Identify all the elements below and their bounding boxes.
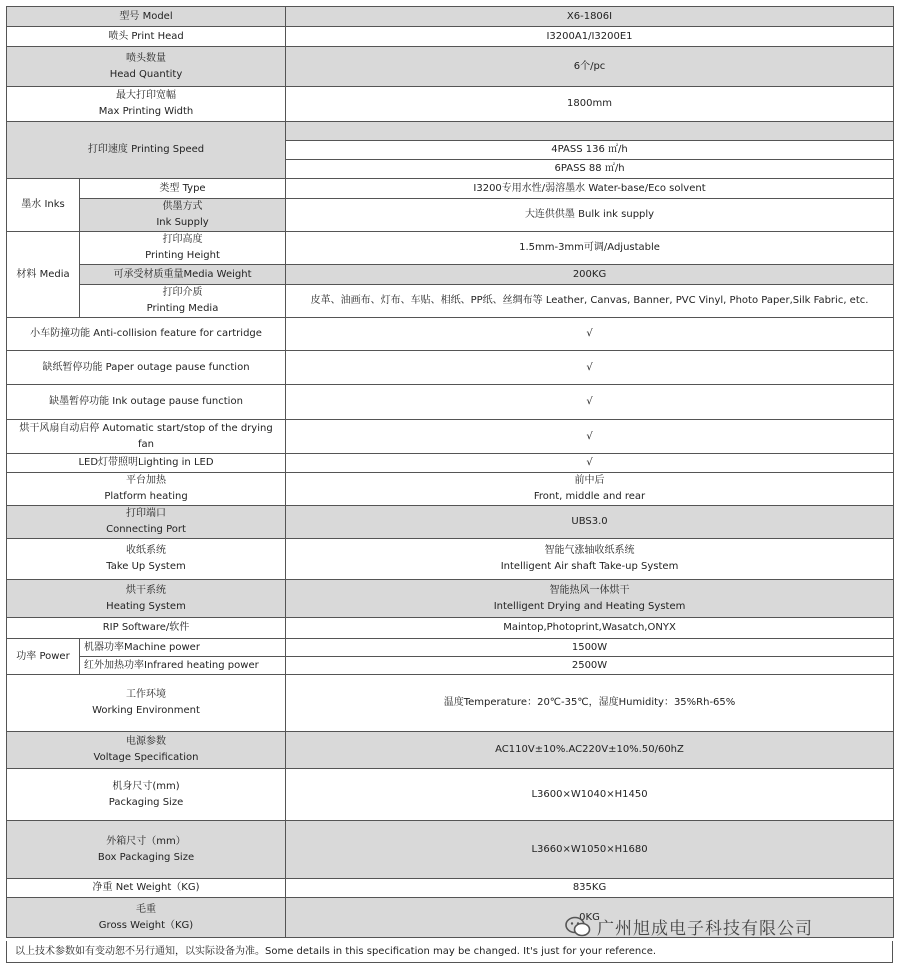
printing-media-value: 皮革、油画布、灯布、车贴、相纸、PP纸、丝绸布等 Leather, Canvas, Banner, PVC Vinyl, Photo Paper,Silk Fabric, etc. [286, 285, 894, 318]
platform-heating-value-en: Front, middle and rear [533, 491, 646, 502]
model-value: X6-1806I [286, 7, 894, 27]
print-head-value: I3200A1/I3200E1 [286, 27, 894, 47]
led-label: LED灯带照明Lighting in LED [7, 454, 286, 473]
media-category: 材料 Media [7, 232, 80, 318]
take-up-label-cn: 收纸系统 [126, 545, 166, 556]
media-weight-value: 200KG [286, 265, 894, 285]
infrared-power-label: 红外加热功率Infrared heating power [80, 657, 286, 675]
head-quantity-label-cn: 喷头数量 [126, 52, 166, 64]
row-heating-system [7, 580, 894, 618]
model-label: 型号 Model [7, 7, 286, 27]
take-up-label-en: Take Up System [106, 561, 186, 572]
row-head-quantity [7, 47, 894, 87]
platform-heating-value [286, 473, 894, 506]
box-size-value: L3660×W1050×H1680 [286, 821, 894, 879]
printing-media-label [80, 285, 286, 318]
row-printing-height [7, 232, 894, 265]
speed-label: 打印速度 Printing Speed [7, 122, 286, 179]
row-platform-heating [7, 473, 894, 506]
row-ink-type [7, 179, 894, 199]
row-printing-media [7, 285, 894, 318]
speed-value-blank [286, 122, 894, 141]
heating-system-value [286, 580, 894, 618]
row-machine-power [7, 639, 894, 657]
printing-height-label-en: Printing Height [145, 250, 220, 261]
max-width-label-cn: 最大打印宽幅 [116, 90, 176, 101]
row-media-weight [7, 265, 894, 285]
ink-supply-label [80, 199, 286, 232]
platform-heating-label-en: Platform heating [104, 491, 188, 502]
heating-system-label-en: Heating System [106, 600, 186, 612]
platform-heating-label-cn: 平台加热 [126, 475, 166, 486]
printing-height-label [80, 232, 286, 265]
gross-weight-label [7, 898, 286, 938]
watermark [565, 914, 813, 939]
head-quantity-label-en: Head Quantity [109, 68, 183, 80]
net-weight-value: 835KG [286, 879, 894, 898]
speed-6pass-value: 6PASS 88 ㎡/h [286, 160, 894, 179]
max-width-value: 1800mm [286, 87, 894, 122]
heating-system-label-cn: 烘干系统 [126, 584, 166, 596]
gross-weight-label-en: Gross Weight（KG) [98, 919, 194, 931]
ink-type-label: 类型 Type [80, 179, 286, 199]
connecting-port-label-en: Connecting Port [106, 524, 186, 535]
row-voltage [7, 732, 894, 769]
packaging-size-value: L3600×W1040×H1450 [286, 769, 894, 821]
printing-media-label-en: Printing Media [146, 303, 219, 314]
footnote: 以上技术参数如有变动恕不另行通知，以实际设备为准。Some details in this specification may be changed. It's just for your reference. [6, 941, 893, 963]
heating-system-value-en: Intelligent Drying and Heating System [493, 600, 686, 612]
ink-supply-value: 大连供供墨 Bulk ink supply [286, 199, 894, 232]
rip-label: RIP Software/软件 [7, 618, 286, 639]
row-ink-outage [7, 385, 894, 420]
connecting-port-label [7, 506, 286, 539]
box-size-label-cn: 外箱尺寸（mm） [106, 835, 186, 847]
row-net-weight [7, 879, 894, 898]
led-value: √ [286, 454, 894, 473]
watermark-text: 广州旭成电子科技有限公司 [597, 919, 813, 939]
wechat-icon [565, 916, 591, 938]
spec-table [6, 6, 894, 938]
environment-label-cn: 工作环境 [126, 689, 166, 700]
row-box-size [7, 821, 894, 879]
ink-type-value: I3200专用水性/弱溶墨水 Water-base/Eco solvent [286, 179, 894, 199]
media-weight-label: 可承受材质重量Media Weight [80, 265, 286, 285]
packaging-size-label [7, 769, 286, 821]
paper-outage-label: 缺纸暂停功能 Paper outage pause function [7, 351, 286, 385]
power-category: 功率 Power [7, 639, 80, 675]
platform-heating-label [7, 473, 286, 506]
packaging-size-label-cn: 机身尺寸(mm) [112, 780, 180, 792]
anti-collision-label: 小车防撞功能 Anti-collision feature for cartridge [7, 318, 286, 351]
row-environment [7, 675, 894, 732]
voltage-label [7, 732, 286, 769]
connecting-port-value: UBS3.0 [286, 506, 894, 539]
max-width-label [7, 87, 286, 122]
machine-power-value: 1500W [286, 639, 894, 657]
voltage-value: AC110V±10%.AC220V±10%.50/60hZ [286, 732, 894, 769]
row-led [7, 454, 894, 473]
row-anti-collision [7, 318, 894, 351]
machine-power-label: 机器功率Machine power [80, 639, 286, 657]
environment-value: 温度Temperature：20℃-35℃，湿度Humidity：35%Rh-65% [286, 675, 894, 732]
rip-value: Maintop,Photoprint,Wasatch,ONYX [286, 618, 894, 639]
row-ink-supply [7, 199, 894, 232]
anti-collision-value: √ [286, 318, 894, 351]
box-size-label [7, 821, 286, 879]
gross-weight-value: 0KG [286, 898, 894, 938]
take-up-value [286, 539, 894, 580]
heating-system-label [7, 580, 286, 618]
print-head-label: 喷头 Print Head [7, 27, 286, 47]
box-size-label-en: Box Packaging Size [97, 851, 195, 863]
inks-category: 墨水 Inks [7, 179, 80, 232]
packaging-size-label-en: Packaging Size [108, 796, 184, 808]
row-speed [7, 122, 894, 141]
connecting-port-label-cn: 打印端口 [126, 508, 166, 519]
printing-media-label-cn: 打印介质 [162, 287, 203, 298]
voltage-label-cn: 电源参数 [126, 736, 166, 747]
row-paper-outage [7, 351, 894, 385]
take-up-value-en: Intelligent Air shaft Take-up System [500, 561, 679, 572]
ink-outage-value: √ [286, 385, 894, 420]
row-infrared-power [7, 657, 894, 675]
printing-height-label-cn: 打印高度 [162, 234, 203, 245]
row-rip [7, 618, 894, 639]
head-quantity-value: 6个/pc [286, 47, 894, 87]
heating-system-value-cn: 智能热风一体烘干 [549, 584, 630, 596]
max-width-label-en: Max Printing Width [98, 106, 194, 117]
row-print-head [7, 27, 894, 47]
row-packaging-size [7, 769, 894, 821]
take-up-value-cn: 智能气涨轴收纸系统 [544, 545, 635, 556]
ink-outage-label: 缺墨暂停功能 Ink outage pause function [7, 385, 286, 420]
ink-supply-label-en: Ink Supply [156, 217, 209, 228]
environment-label [7, 675, 286, 732]
infrared-power-value: 2500W [286, 657, 894, 675]
voltage-label-en: Voltage Specification [93, 752, 199, 763]
row-drying-fan [7, 420, 894, 454]
row-take-up [7, 539, 894, 580]
ink-supply-label-cn: 供墨方式 [162, 201, 203, 212]
row-model [7, 7, 894, 27]
drying-fan-value: √ [286, 420, 894, 454]
paper-outage-value: √ [286, 351, 894, 385]
net-weight-label: 净重 Net Weight（KG) [7, 879, 286, 898]
head-quantity-label [7, 47, 286, 87]
environment-label-en: Working Environment [92, 705, 200, 716]
gross-weight-label-cn: 毛重 [136, 903, 156, 915]
platform-heating-value-cn: 前中后 [574, 475, 605, 486]
row-max-width [7, 87, 894, 122]
take-up-label [7, 539, 286, 580]
drying-fan-label: 烘干风扇自动启停 Automatic start/stop of the drying fan [7, 420, 286, 454]
printing-height-value: 1.5mm-3mm可调/Adjustable [286, 232, 894, 265]
row-connecting-port [7, 506, 894, 539]
speed-4pass-value: 4PASS 136 ㎡/h [286, 141, 894, 160]
